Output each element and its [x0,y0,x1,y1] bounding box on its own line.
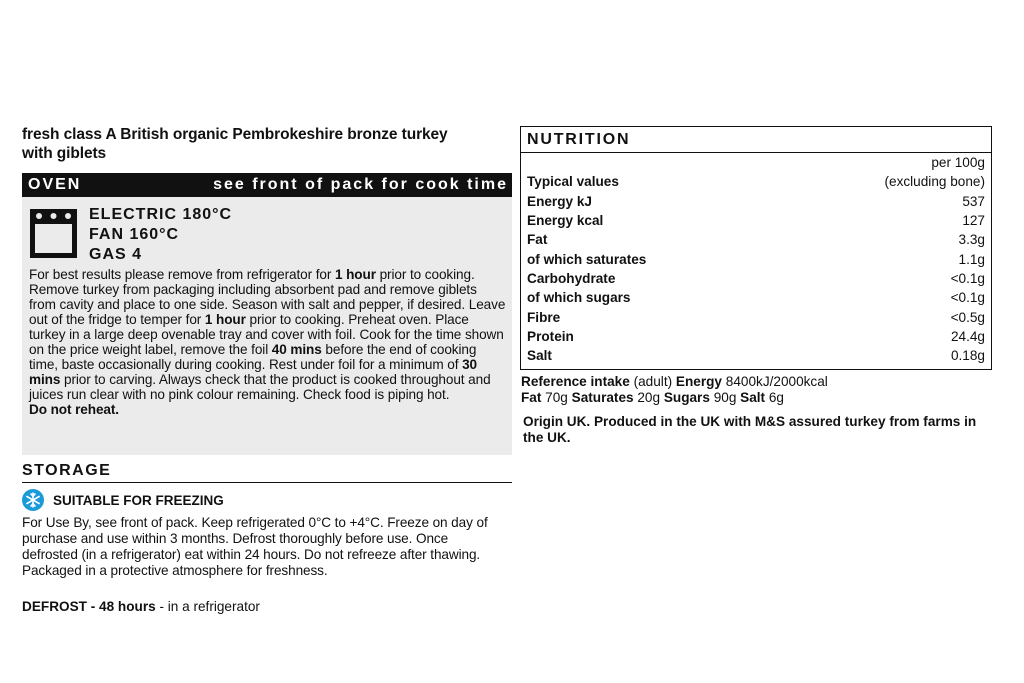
instruction-text: prior to carving. Always check that the product is cooked throughout and juices run clear with no pink colour remaining. Check food is piping hot. [29,372,491,402]
oven-subheading: see front of pack for cook time [213,176,508,193]
nutrient-name: Fibre [527,309,561,325]
instruction-text: before the end of cooking time, baste occasionally during cooking. Rest under foil for a minimum of [29,342,477,372]
nutrient-value: 0.18g [950,348,985,364]
temp-electric: ELECTRIC 180°C [89,206,233,223]
reference-amount: 6g [765,390,784,405]
nutrient-value: <0.5g [950,309,985,325]
reheat-warning: Do not reheat. [29,402,119,417]
nutrient-name: Protein [527,328,574,344]
reference-nutrient: Reference intake [521,374,630,389]
instruction-highlight: 40 mins [271,342,322,357]
oven-temperatures [89,205,232,265]
instruction-text: prior to cooking. Remove turkey from packaging including absorbent pad and remove giblets from cavity and place to one side. Season with salt and pepper, if desired. Leave out of the fridge to temper for [29,267,506,327]
nutrition-row [521,211,991,230]
defrost-duration: DEFROST - 48 hours [22,599,156,614]
reference-intake [521,374,991,406]
nutrition-row [521,327,991,346]
reference-amount: (adult) [629,374,676,389]
nutrient-name: Salt [527,348,552,364]
nutrition-row [521,269,991,288]
nutrition-row [521,307,991,326]
snowflake-icon [22,489,44,511]
nutrient-name: Energy kcal [527,213,604,229]
per-100g-label: per 100g [931,155,985,171]
reference-amount: 70g [541,390,572,405]
reference-nutrient: Energy [675,374,722,389]
reference-nutrient: Fat [521,390,542,405]
oven-icon [30,209,77,258]
nutrition-row [521,249,991,268]
reference-amount: 90g [709,390,741,405]
nutrition-row [521,230,991,249]
reference-nutrient: Sugars [663,390,710,405]
nutrient-name: Carbohydrate [527,270,616,286]
nutrient-value: 3.3g [958,232,985,248]
nutrient-value: (excluding bone) [884,174,985,190]
defrost-info [22,599,260,614]
origin-statement: Origin UK. Produced in the UK with M&S assured turkey from farms in the UK. [523,414,977,445]
nutrient-value: 127 [962,213,985,229]
reference-amount: 8400kJ/2000kcal [722,374,828,389]
oven-section [22,197,512,455]
storage-heading: STORAGE [22,462,512,483]
reference-nutrient: Saturates [571,390,634,405]
cooking-instructions-text [29,267,505,402]
nutrition-per-row [521,153,991,172]
instruction-text: For best results please remove from refrigerator for [29,267,335,282]
nutrient-value: <0.1g [950,270,985,286]
nutrition-row [521,288,991,307]
nutrient-name: of which saturates [527,251,647,267]
defrost-location: - in a refrigerator [155,599,260,614]
nutrient-name: Energy kJ [527,193,592,209]
instruction-highlight: 1 hour [334,267,376,282]
reference-nutrient: Salt [740,390,766,405]
temp-gas: GAS 4 [89,246,143,263]
nutrition-table [520,126,992,370]
oven-heading: OVEN [28,176,82,193]
nutrient-value: 537 [962,193,985,209]
cooking-instructions [29,267,507,417]
nutrition-row [521,172,991,191]
nutrition-heading: NUTRITION [521,127,991,153]
oven-header [22,173,512,197]
freezing-label: SUITABLE FOR FREEZING [53,492,224,508]
storage-instructions: For Use By, see front of pack. Keep refrigerated 0°C to +4°C. Freeze on day of purchase and use within 3 months. Defrost thoroughly before use. Once defrosted (in a refrigerator) eat within 24 hours. Do not refreeze after thawing. Packaged in a protective atmosphere for freshness. [22,515,488,578]
nutrient-name: of which sugars [527,290,631,306]
instruction-highlight: 1 hour [204,312,246,327]
reference-amount: 20g [633,390,664,405]
nutrient-name: Fat [527,232,548,248]
nutrient-value: 24.4g [950,328,985,344]
nutrition-row [521,346,991,365]
nutrient-name: Typical values [527,174,619,190]
nutrition-row [521,192,991,211]
nutrient-value: 1.1g [958,251,985,267]
instruction-highlight: 30 mins [29,357,478,387]
freezing-info [22,489,224,511]
nutrient-value: <0.1g [950,290,985,306]
temp-fan: FAN 160°C [89,226,180,243]
instruction-text: prior to cooking. Preheat oven. Place turkey in a large deep ovenable tray and cover with foil. Cook for the time shown on the price weight label, remove the foil [29,312,504,357]
product-title: fresh class A British organic Pembrokeshire bronze turkey with giblets [22,126,448,162]
